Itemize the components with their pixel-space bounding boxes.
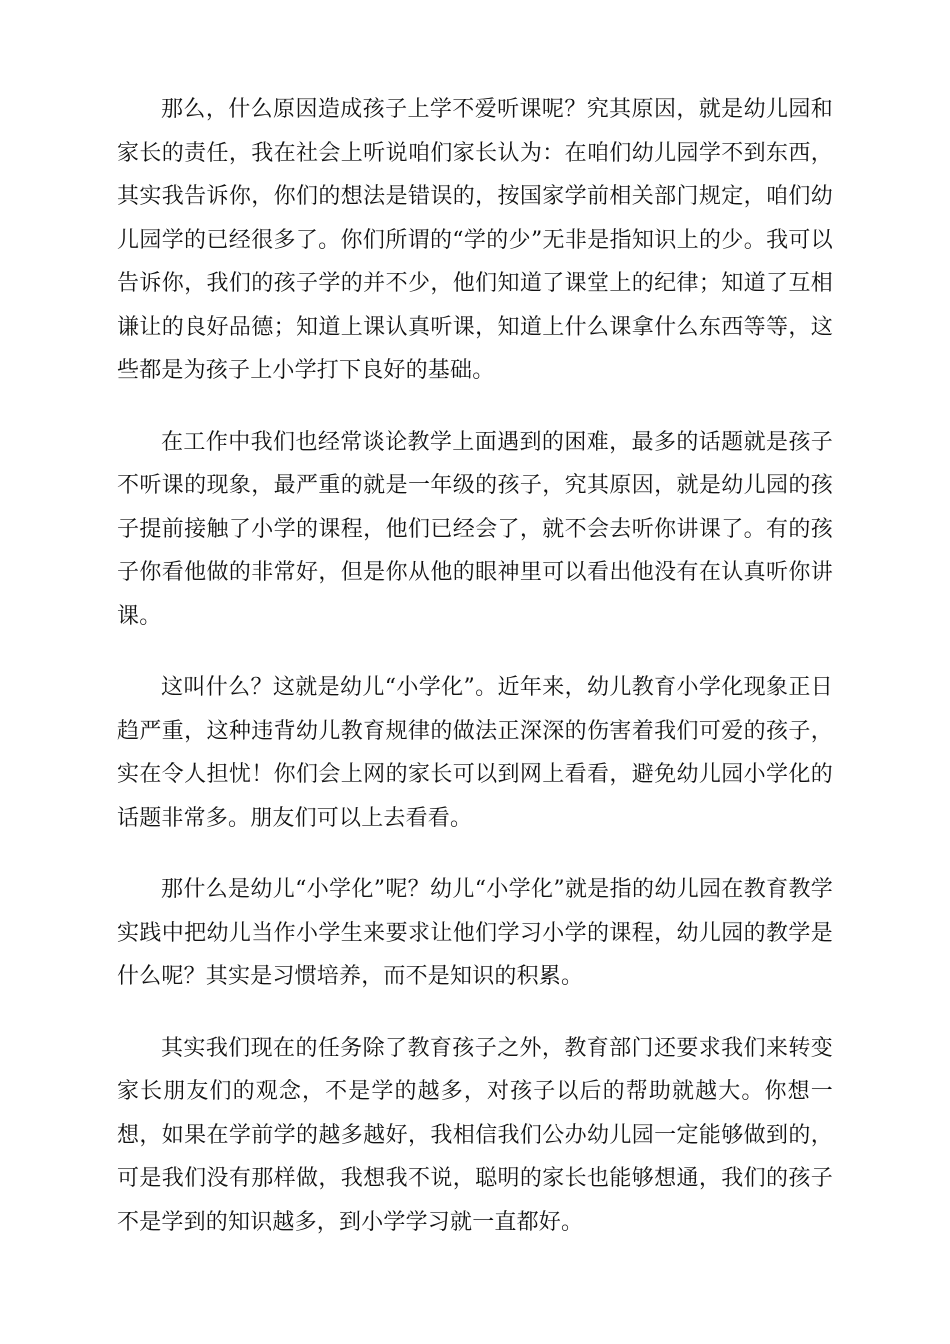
paragraph-3: 这叫什么？这就是幼儿“小学化”。近年来，幼儿教育小学化现象正日趋严重，这种违背幼儿教育规律的做法正深深的伤害着我们可爱的孩子，实在令人担忧！你们会上网的家长可以到网上看看，避免幼儿园小学化的话题非常多。朋友们可以上去看看。 bbox=[117, 675, 833, 831]
paragraph-4: 那什么是幼儿“小学化”呢？幼儿“小学化”就是指的幼儿园在教育教学实践中把幼儿当作小学生来要求让他们学习小学的课程，幼儿园的教学是什么呢？其实是习惯培养，而不是知识的积累。 bbox=[117, 877, 833, 989]
paragraph-5: 其实我们现在的任务除了教育孩子之外，教育部门还要求我们来转变家长朋友们的观念，不是学的越多，对孩子以后的帮助就越大。你想一想，如果在学前学的越多越好，我相信我们公办幼儿园一定能够做到的，可是我们没有那样做，我想我不说，聪明的家长也能够想通，我们的孩子不是学到的知识越多，到小学学习就一直都好。 bbox=[117, 1035, 833, 1235]
paragraph-1: 那么，什么原因造成孩子上学不爱听课呢？究其原因，就是幼儿园和家长的责任，我在社会上听说咱们家长认为：在咱们幼儿园学不到东西，其实我告诉你，你们的想法是错误的，按国家学前相关部门规定，咱们幼儿园学的已经很多了。你们所谓的“学的少”无非是指知识上的少。我可以告诉你，我们的孩子学的并不少，他们知道了课堂上的纪律；知道了互相谦让的良好品德；知道上课认真听课，知道上什么课拿什么东西等等，这些都是为孩子上小学打下良好的基础。 bbox=[117, 97, 833, 383]
paragraph-2: 在工作中我们也经常谈论教学上面遇到的困难，最多的话题就是孩子不听课的现象，最严重的就是一年级的孩子，究其原因，就是幼儿园的孩子提前接触了小学的课程，他们已经会了，就不会去听你讲课了。有的孩子你看他做的非常好，但是你从他的眼神里可以看出他没有在认真听你讲课。 bbox=[117, 429, 833, 629]
document-body bbox=[117, 88, 833, 1244]
